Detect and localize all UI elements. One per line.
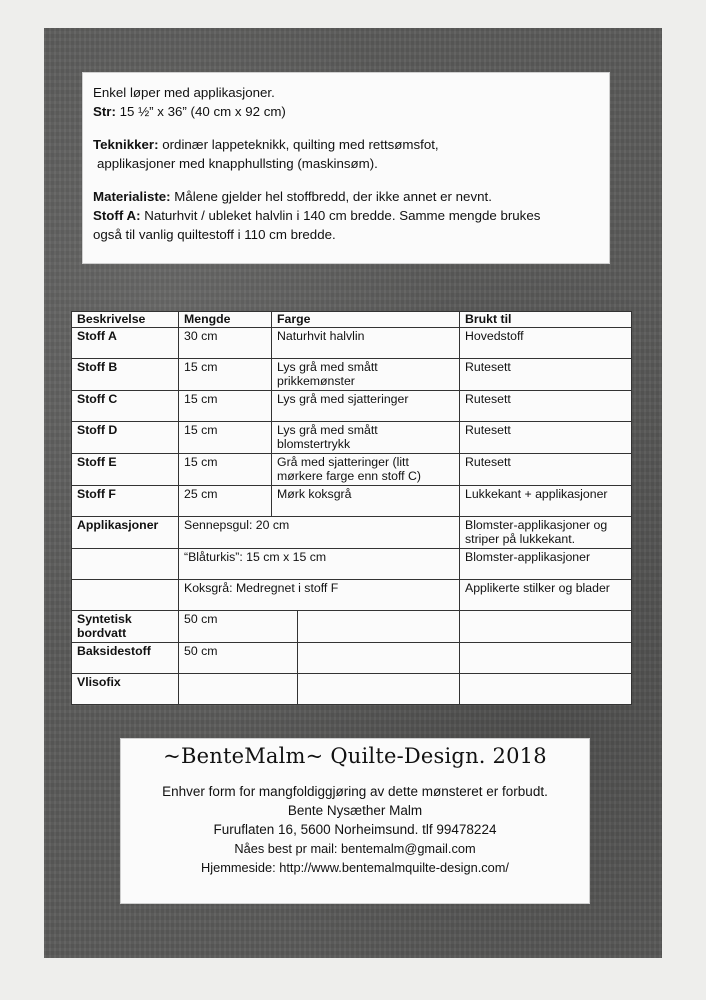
author-address: Furuflaten 16, 5600 Norheimsund. tlf 99478224: [213, 822, 497, 837]
header-brukt-til: Brukt til: [460, 312, 632, 328]
materials-table: [71, 311, 631, 705]
table-header-row: [72, 312, 632, 328]
table-row: Applikasjoner Sennepsgul: 20 cm Blomster-applikasjoner og striper på lukkekant.: [72, 516, 632, 548]
table-row: Stoff D 15 cm Lys grå med smått blomstertrykk Rutesett: [72, 421, 632, 453]
table-row: Stoff B 15 cm Lys grå med smått prikkemønster Rutesett: [72, 358, 632, 390]
table-row: Vlisofix: [72, 673, 632, 704]
intro-size: Str: 15 ½” x 36” (40 cm x 92 cm): [93, 104, 286, 119]
header-mengde: Mengde: [179, 312, 272, 328]
signature-logo: ~BenteMalm~ Quilte-Design. 2018: [163, 744, 547, 768]
intro-materials: Materialiste: Målene gjelder hel stoffbredd, der ikke annet er nevnt.: [93, 189, 492, 204]
header-farge: Farge: [272, 312, 460, 328]
footer-panel: [120, 738, 590, 904]
table-row: Stoff F 25 cm Mørk koksgrå Lukkekant + applikasjoner: [72, 485, 632, 516]
copyright-notice: Enhver form for mangfoldiggjøring av dette mønsteret er forbudt.: [162, 784, 548, 799]
author-mail: Nåes best pr mail: bentemalm@gmail.com: [234, 841, 476, 856]
header-beskrivelse: Beskrivelse: [72, 312, 179, 328]
table-row: Baksidestoff 50 cm: [72, 642, 632, 673]
intro-techniques-line2: applikasjoner med knapphullsting (maskinsøm).: [97, 156, 378, 171]
intro-title: Enkel løper med applikasjoner.: [93, 85, 275, 100]
intro-panel: [82, 72, 610, 264]
table-row: Stoff A 30 cm Naturhvit halvlin Hovedstoff: [72, 327, 632, 358]
author-website: Hjemmeside: http://www.bentemalmquilte-design.com/: [201, 860, 509, 875]
author-name: Bente Nysæther Malm: [287, 803, 423, 818]
intro-techniques: Teknikker: ordinær lappeteknikk, quilting med rettsømsfot,: [93, 137, 439, 152]
table-row: Syntetisk bordvatt 50 cm: [72, 610, 632, 642]
intro-stoff-a: Stoff A: Naturhvit / ubleket halvlin i 140 cm bredde. Samme mengde brukes: [93, 208, 541, 223]
intro-stoff-a-line2: også til vanlig quiltestoff i 110 cm bredde.: [93, 227, 336, 242]
table-row: Koksgrå: Medregnet i stoff F Applikerte stilker og blader: [72, 579, 632, 610]
table-row: “Blåturkis”: 15 cm x 15 cm Blomster-applikasjoner: [72, 548, 632, 579]
table-row: Stoff C 15 cm Lys grå med sjatteringer Rutesett: [72, 390, 632, 421]
table-row: Stoff E 15 cm Grå med sjatteringer (litt mørkere farge enn stoff C) Rutesett: [72, 453, 632, 485]
